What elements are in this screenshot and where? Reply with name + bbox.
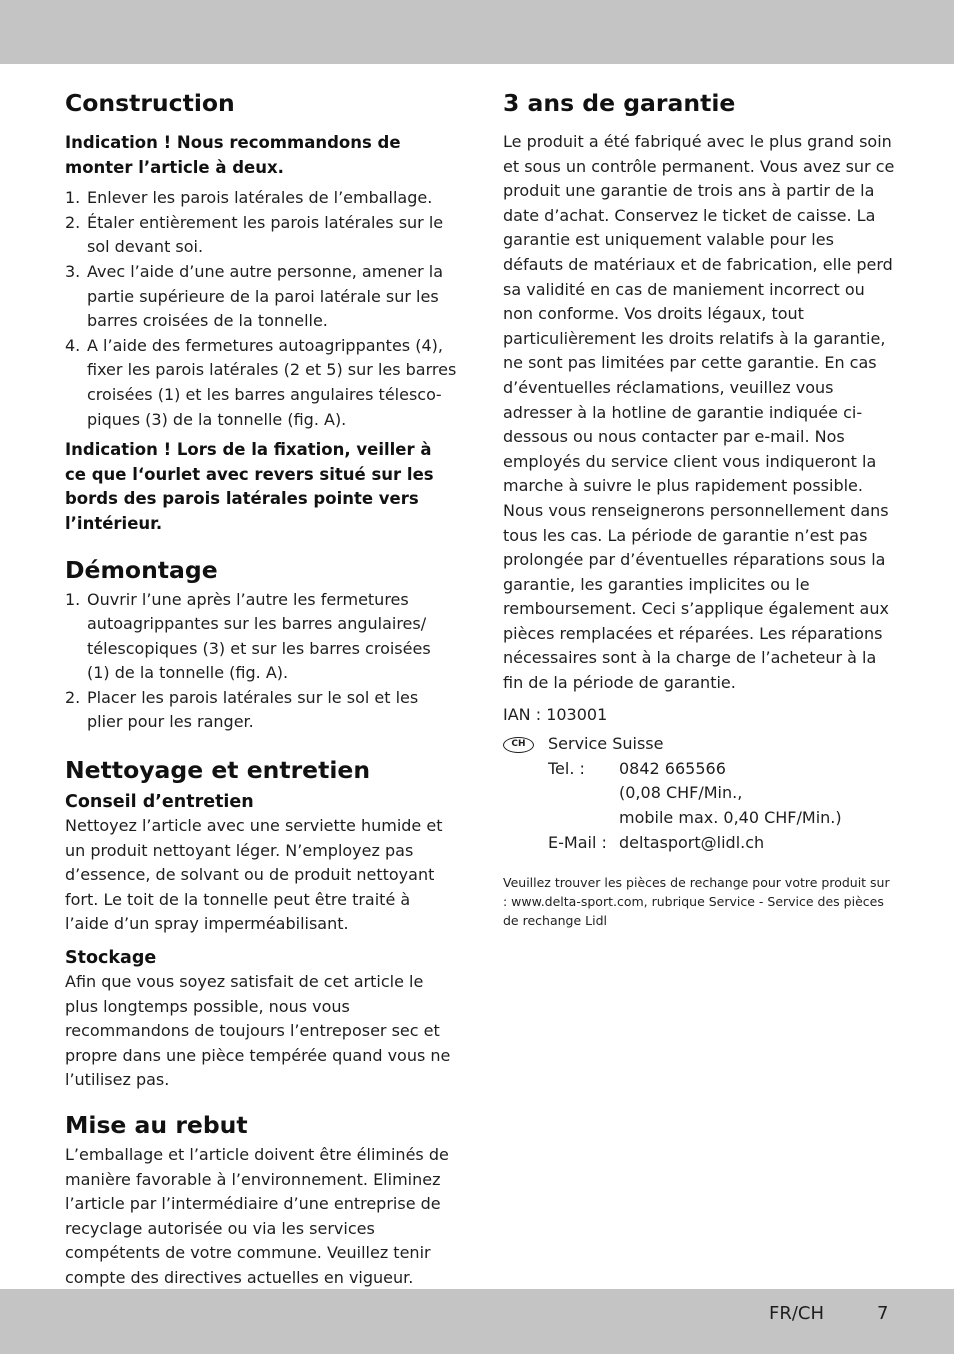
construction-steps: [65, 186, 457, 432]
list-item: 1. Ouvrir l’une après l’autre les fermetures autoagrippantes sur les barres angulaires/ télescopiques (3) et sur les barres croisées (1) de la tonnelle (fig. A).: [65, 589, 431, 683]
ch-flag-icon: CH: [503, 737, 534, 753]
service-email-row: [548, 831, 895, 856]
construction-note-1: Indication ! Nous recommandons de monter l’article à deux.: [65, 133, 401, 177]
list-item: 4. A l’aide des fermetures autoagrippantes (4), fixer les parois latérales (2 et 5) sur les barres croisées (1) et les barres angulaires télescopiques (3) de la tonnelle (fig. A).: [65, 335, 457, 429]
nettoyage-heading: Nettoyage et entretien: [65, 756, 371, 785]
demontage-steps: [65, 588, 457, 736]
tel-value: 0842 665566: [619, 758, 726, 778]
email-value: deltasport@lidl.ch: [619, 832, 765, 852]
left-column: [65, 88, 457, 1291]
garantie-text: Le produit a été fabriqué avec le plus grand soin et sous un contrôle permanent. Vous avez sur ce produit une garantie de trois ans à partir de la date d’achat. Conservez le ticket de caisse. La garantie est uniquement valable pour les défauts de matériaux et de fabrication, elle perd sa validité en cas de maniement incorrect ou non conforme. Vos droits légaux, tout particulièrement les droits relatifs à la garantie, ne sont pas limitées par cette garantie. En cas d’éventuelles réclamations, veuillez vous adresser à la hotline de garantie indiquée ci-dessous ou nous contacter par e-mail. Nos employés du service client vous indiqueront la marche à suivre le plus rapidement possible. Nous vous renseignerons personnellement dans tous les cas. La période de garantie n’est pas prolongée par d’éventuelles réparations sous la garantie, les garanties implicites ou le remboursement. Ceci s’applique également aux pièces remplacées et réparées. Les réparations nécessaires sont à la charge de l’acheteur à la fin de la période de garantie.: [503, 132, 895, 693]
service-tel-row: [548, 757, 895, 782]
rebut-heading: Mise au rebut: [65, 1111, 248, 1139]
service-rate-row-2: [548, 806, 895, 831]
service-name: Service Suisse: [548, 734, 664, 754]
header-bar: [0, 0, 954, 64]
list-item: 1. Enlever les parois latérales de l’emballage.: [65, 188, 433, 208]
email-label: E-Mail :: [548, 832, 607, 852]
rate-line-1: (0,08 CHF/Min.,: [619, 783, 743, 803]
garantie-heading: 3 ans de garantie: [503, 89, 736, 117]
stockage-text: Afin que vous soyez satisfait de cet article le plus longtemps possible, nous vous recommandons de toujours l’entreposer sec et propre dans une pièce tempérée quand vous ne l’utilisez pas.: [65, 972, 451, 1090]
construction-note-2: Indication ! Lors de la fixation, veiller à ce que l‘ourlet avec revers situé sur les bords des parois latérales pointe vers l’intérieur.: [65, 440, 434, 533]
list-item: 2. Placer les parois latérales sur le sol et les plier pour les ranger.: [65, 687, 419, 732]
conseil-text: Nettoyez l’article avec une serviette humide et un produit nettoyant léger. N’employez pas d’essence, de solvant ou de produit nettoyant fort. Le toit de la tonnelle peut être traité à l’aide d’un spray imperméabilisant.: [65, 816, 443, 934]
rate-line-2: mobile max. 0,40 CHF/Min.): [619, 808, 842, 828]
tel-label: Tel. :: [548, 758, 585, 778]
stockage-subheading: Stockage: [65, 948, 157, 969]
demontage-heading: Démontage: [65, 555, 218, 584]
list-item: 3. Avec l’aide d’une autre personne, amener la partie supérieure de la paroi latérale sur les barres croisées de la tonnelle.: [65, 261, 444, 331]
conseil-subheading: Conseil d’entretien: [65, 792, 254, 813]
construction-heading: Construction: [65, 89, 235, 117]
footer-language: FR/CH: [769, 1303, 825, 1324]
service-block: [503, 732, 895, 855]
page-number: 7: [877, 1303, 889, 1324]
spare-parts-note: Veuillez trouver les pièces de rechange pour votre produit sur : www.delta-sport.com, rubrique Service - Service des pièces de rechange Lidl: [503, 875, 890, 929]
list-item: 2. Étaler entièrement les parois latérales sur le sol devant soi.: [65, 212, 444, 257]
rebut-text: L’emballage et l’article doivent être éliminés de manière favorable à l’environnement. Eliminez l’article par l’intermédiaire d’une entreprise de recyclage autorisée ou via les services compétents de votre commune. Veuillez tenir compte des directives actuelles en vigueur.: [65, 1145, 449, 1287]
ian-number: IAN : 103001: [503, 704, 608, 724]
right-column: [503, 88, 895, 930]
service-rate-row-1: [548, 781, 895, 806]
